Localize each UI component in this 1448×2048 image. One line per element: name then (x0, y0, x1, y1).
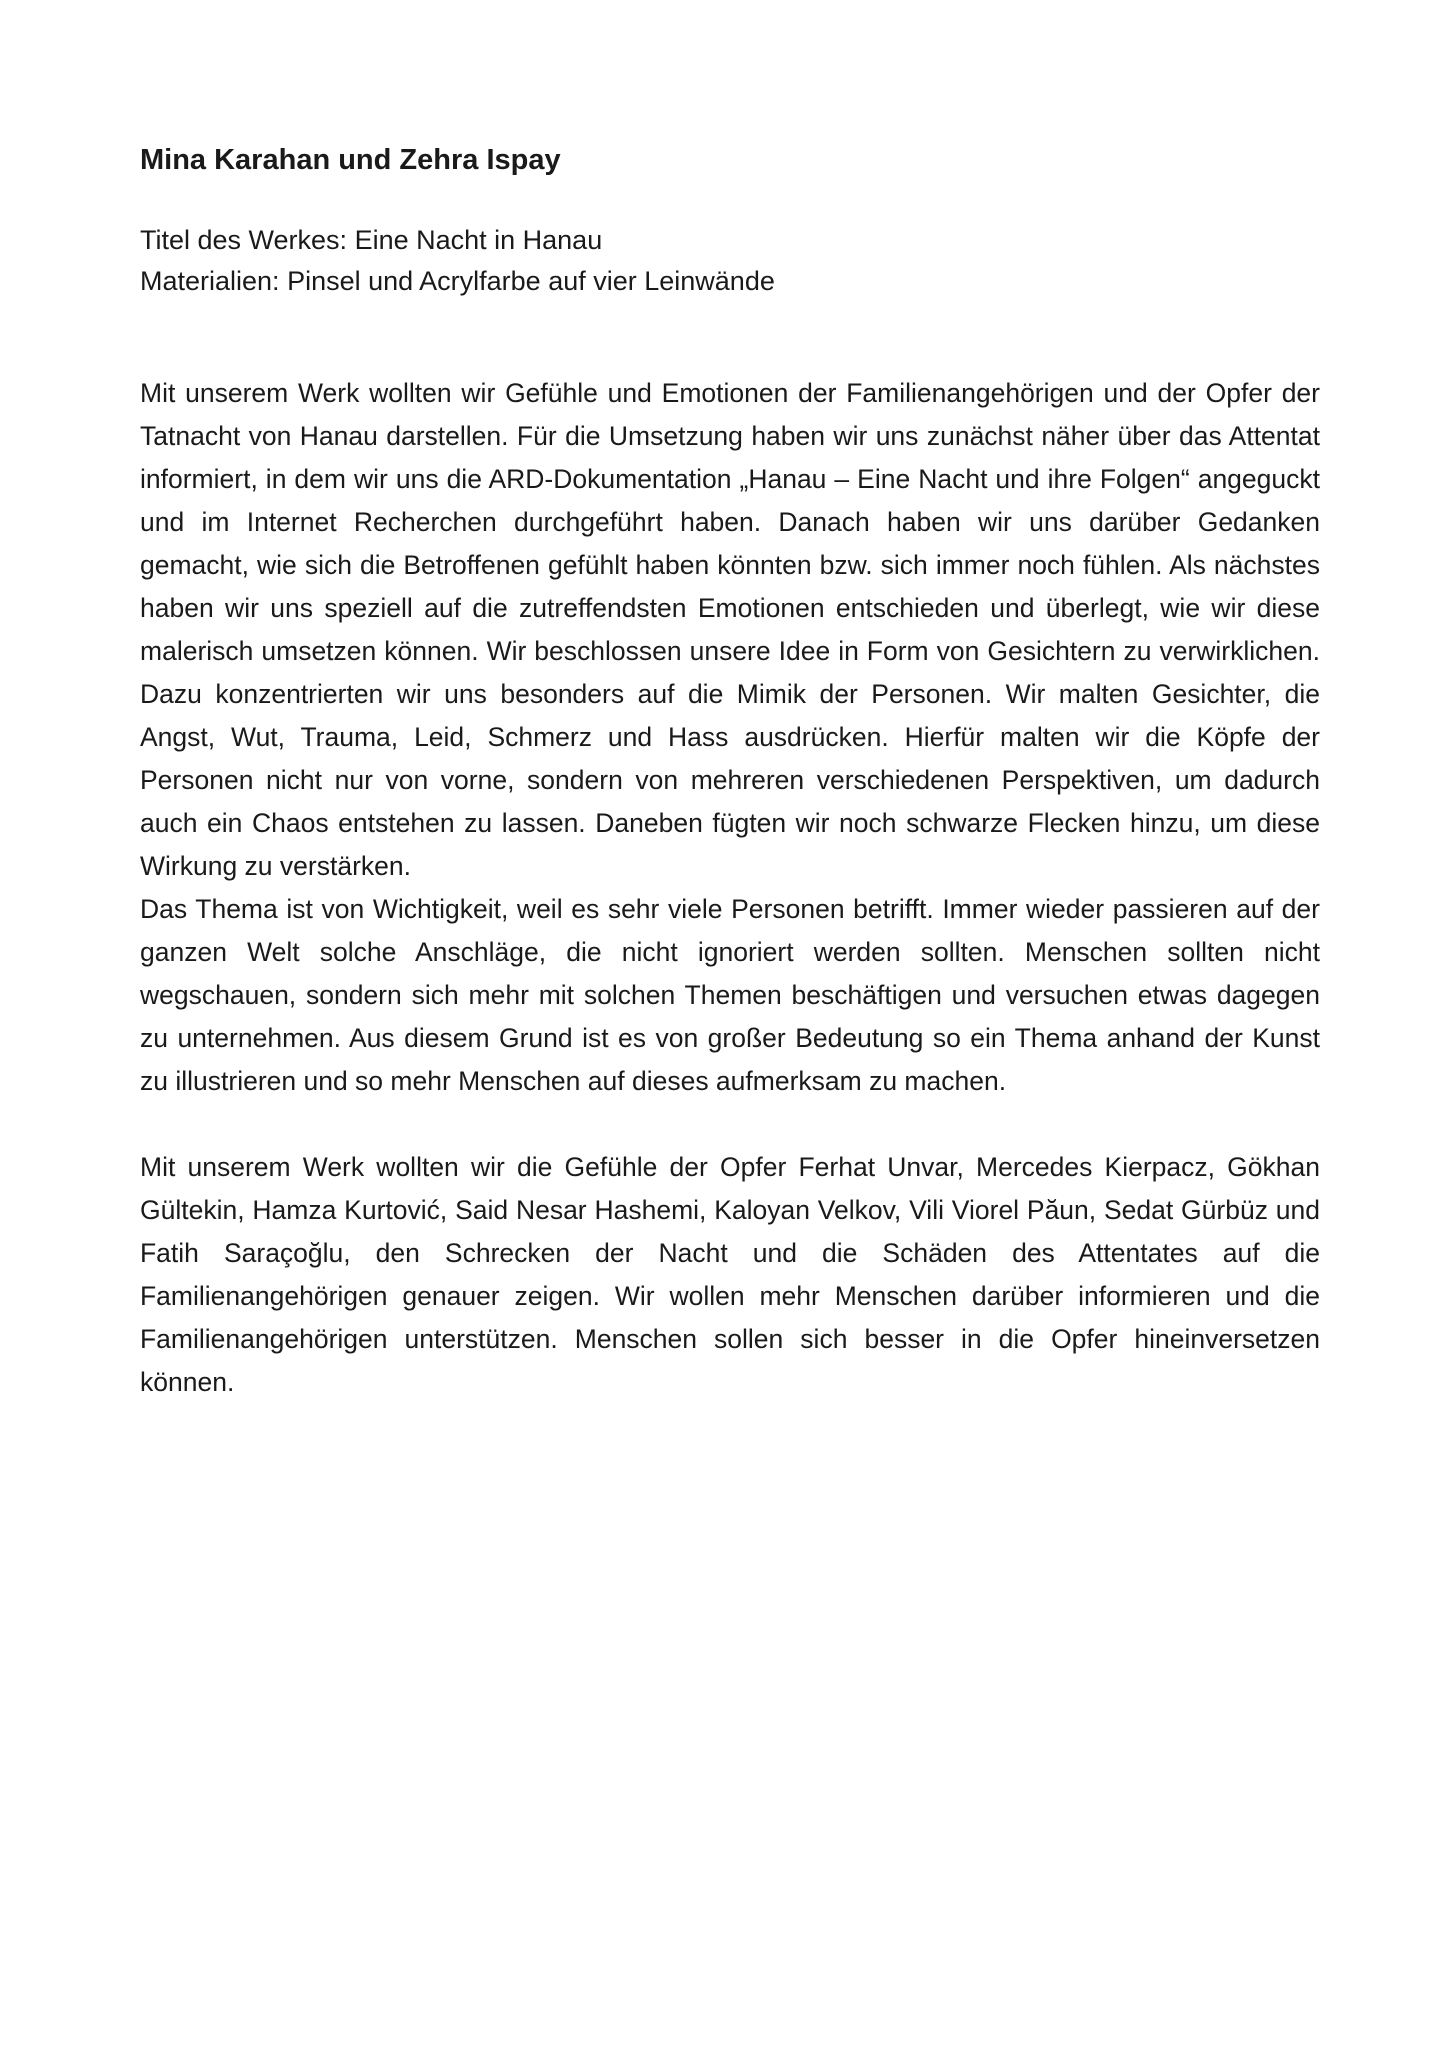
materials-line: Materialien: Pinsel und Acrylfarbe auf vier Leinwände (140, 266, 775, 296)
authors-heading: Mina Karahan und Zehra Ispay (140, 144, 561, 176)
paragraph-importance: Das Thema ist von Wichtigkeit, weil es sehr viele Personen betrifft. Immer wieder passieren auf der ganzen Welt solche Anschläge, die nicht ignoriert werden sollten. Menschen sollten nicht wegschauen, sondern sich mehr mit solchen Themen beschäftigen und versuchen etwas dagegen zu unternehmen. Aus diesem Grund ist es von großer Bedeutung so ein Thema anhand der Kunst zu illustrieren und so mehr Menschen auf dieses aufmerksam zu machen. (140, 894, 1320, 1096)
paragraph-victims: Mit unserem Werk wollten wir die Gefühle der Opfer Ferhat Unvar, Mercedes Kierpacz, Gökhan Gültekin, Hamza Kurtović, Said Nesar Hashemi, Kaloyan Velkov, Vili Viorel Păun, Sedat Gürbüz und Fatih Saraçoğlu, den Schrecken der Nacht und die Schäden des Attentates auf die Familienangehörigen genauer zeigen. Wir wollen mehr Menschen darüber informieren und die Familienangehörigen unterstützen. Menschen sollen sich besser in die Opfer hineinversetzen können. (140, 1152, 1320, 1397)
paragraph-process: Mit unserem Werk wollten wir Gefühle und Emotionen der Familienangehörigen und der Opfer der Tatnacht von Hanau darstellen. Für die Umsetzung haben wir uns zunächst näher über das Attentat informiert, in dem wir uns die ARD-Dokumentation „Hanau – Eine Nacht und ihre Folgen“ angeguckt und im Internet Recherchen durchgeführt haben. Danach haben wir uns darüber Gedanken gemacht, wie sich die Betroffenen gefühlt haben könnten bzw. sich immer noch fühlen. Als nächstes haben wir uns speziell auf die zutreffendsten Emotionen entschieden und überlegt, wie wir diese malerisch umsetzen können. Wir beschlossen unsere Idee in Form von Gesichtern zu verwirklichen. Dazu konzentrierten wir uns besonders auf die Mimik der Personen. Wir malten Gesichter, die Angst, Wut, Trauma, Leid, Schmerz und Hass ausdrücken. Hierfür malten wir die Köpfe der Personen nicht nur von vorne, sondern von mehreren verschiedenen Perspektiven, um dadurch auch ein Chaos entstehen zu lassen. Daneben fügten wir noch schwarze Flecken hinzu, um diese Wirkung zu verstärken. (140, 378, 1320, 881)
paragraph-spacer (140, 1103, 1320, 1146)
work-metadata (140, 220, 775, 302)
body-text (140, 372, 1320, 1404)
work-title-line: Titel des Werkes: Eine Nacht in Hanau (140, 225, 603, 255)
